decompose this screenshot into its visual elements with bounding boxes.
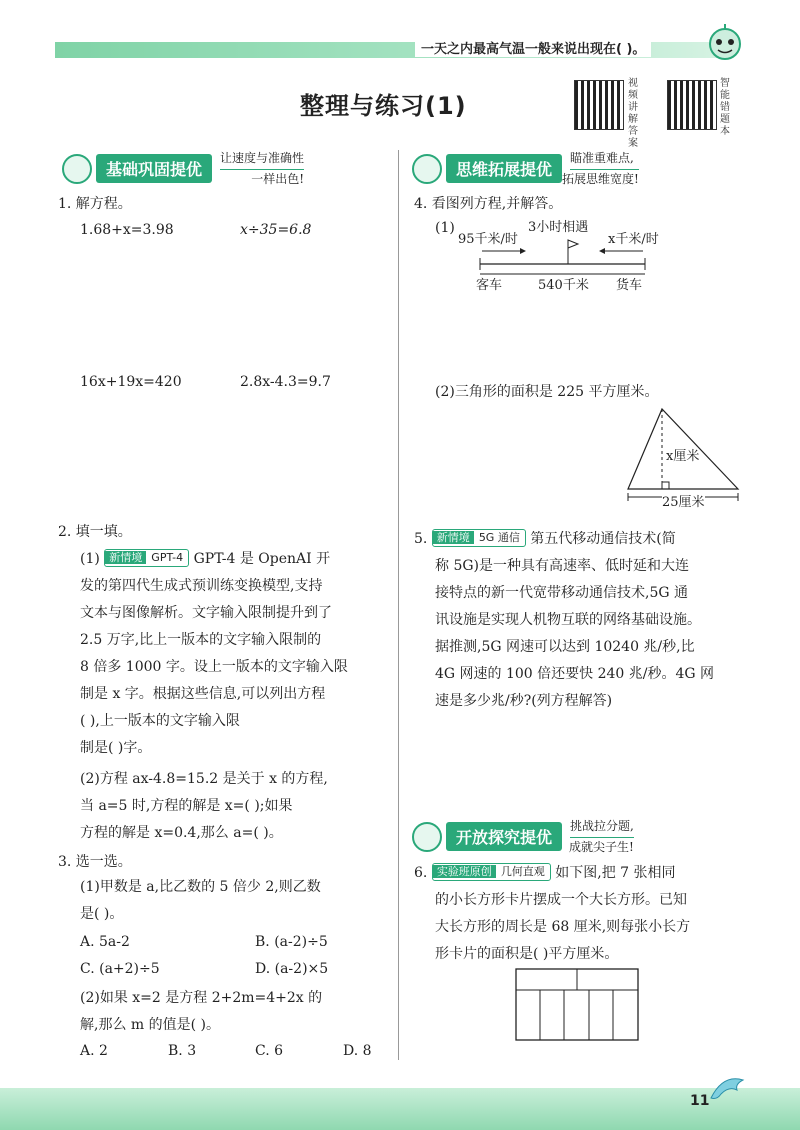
page-title: 整理与练习(1) xyxy=(300,92,467,120)
q3-option-a[interactable]: A. 5a-2 xyxy=(80,934,130,950)
q2-answer-blank[interactable]: 方程的解是 x=0.4,那么 a=( )。 xyxy=(80,825,283,841)
q5-number: 5. xyxy=(414,531,428,547)
q3-part2-option-c[interactable]: C. 6 xyxy=(255,1043,284,1059)
q4-car1: 客车 xyxy=(476,278,503,293)
q3-option-c[interactable]: C. (a+2)÷5 xyxy=(80,961,160,977)
column-divider xyxy=(398,150,399,1060)
q2-answer-blank[interactable]: 当 a=5 时,方程的解是 x=( );如果 xyxy=(80,798,293,814)
satellite-icon xyxy=(412,822,442,852)
q3-part2: (2)如果 x=2 是方程 2+2m=4+2x 的 xyxy=(80,990,323,1006)
q2-line: 发的第四代生成式预训练变换模型,支持 xyxy=(80,578,323,594)
q6-number: 6. xyxy=(414,865,428,881)
q4-distance: 540千米 xyxy=(538,278,589,293)
q5-line1 xyxy=(414,526,676,553)
tag-topic: GPT-4 xyxy=(151,551,184,564)
q2-line: 制是 x 字。根据这些信息,可以列出方程 xyxy=(80,686,326,702)
q3-part2-option-a[interactable]: A. 2 xyxy=(80,1043,108,1059)
rectangle-card-diagram xyxy=(515,968,640,1043)
q4-part2: (2)三角形的面积是 225 平方厘米。 xyxy=(435,384,659,400)
section-thinking-note-line2: 拓展思维宽度! xyxy=(562,172,639,186)
section-thinking-header xyxy=(412,150,639,187)
section-basic-note-line2: 一样出色! xyxy=(251,172,305,186)
mascot-icon xyxy=(700,22,750,68)
q5-line: 4G 网速的 100 倍还要快 240 兆/秒。4G 网 xyxy=(435,666,715,682)
q6-line: 大长方形的周长是 68 厘米,则每张小长方 xyxy=(435,919,691,935)
q6-line1 xyxy=(414,860,676,887)
q1-equation-4: 2.8x-4.3=9.7 xyxy=(240,374,331,390)
q5-line: 据推测,5G 网速可以达到 10240 兆/秒,比 xyxy=(435,639,695,655)
q2-context-tag xyxy=(104,549,189,567)
q4-meet-label: 3小时相遇 xyxy=(528,220,589,235)
section-open-label: 开放探究提优 xyxy=(446,822,562,851)
section-open-note xyxy=(562,818,634,855)
q5-context-tag xyxy=(432,529,526,547)
q6-context-tag xyxy=(432,863,551,881)
tag-new-context: 新情境 xyxy=(433,531,474,544)
section-thinking-note xyxy=(562,150,639,187)
q3-option-d[interactable]: D. (a-2)×5 xyxy=(255,961,329,977)
q1-equation-3: 16x+19x=420 xyxy=(80,374,182,390)
atom-icon xyxy=(62,154,92,184)
section-basic-label: 基础巩固提优 xyxy=(96,154,212,183)
section-basic-note-line1: 让速度与准确性 xyxy=(220,150,304,170)
q4-car2: 货车 xyxy=(616,278,643,293)
section-basic-header xyxy=(62,150,304,187)
q2-line: 8 倍多 1000 字。设上一版本的文字输入限 xyxy=(80,659,348,675)
dolphin-icon xyxy=(705,1068,749,1112)
section-thinking-note-line1: 瞄准重难点, xyxy=(570,150,639,170)
q3-part1-blank[interactable]: 是( )。 xyxy=(80,906,124,922)
q4-speed2: x千米/时 xyxy=(608,232,659,247)
q5-line: 接特点的新一代宽带移动通信技术,5G 通 xyxy=(435,585,688,601)
page-number: 11 xyxy=(690,1093,710,1109)
q2-answer-blank[interactable]: 制是( )字。 xyxy=(80,740,152,756)
header-tip: 一天之内最高气温一般来说出现在( )。 xyxy=(415,38,651,57)
q6-line: 的小长方形卡片摆成一个大长方形。已知 xyxy=(435,892,687,908)
q5-line: 速是多少兆/秒?(列方程解答) xyxy=(435,693,613,709)
q6-text: 如下图,把 7 张相同 xyxy=(555,865,676,881)
tag-topic: 5G 通信 xyxy=(478,531,520,544)
q4-height-label: x厘米 xyxy=(666,449,700,464)
q4-part1-number: (1) xyxy=(435,220,455,236)
q4-heading: 4. 看图列方程,并解答。 xyxy=(414,196,563,212)
q2-line: 文本与图像解析。文字输入限制提升到了 xyxy=(80,605,332,621)
q2-line: (2)方程 ax-4.8=15.2 是关于 x 的方程, xyxy=(80,771,328,787)
q5-text: 第五代移动通信技术(简 xyxy=(530,531,676,547)
section-open-header xyxy=(412,818,634,855)
q5-line: 讯设施是实现人机物互联的网络基础设施。 xyxy=(435,612,701,628)
qr-code-icon[interactable] xyxy=(574,80,624,130)
footer-band xyxy=(0,1088,800,1130)
q3-part1: (1)甲数是 a,比乙数的 5 倍少 2,则乙数 xyxy=(80,879,321,895)
section-basic-note xyxy=(212,150,304,187)
q3-part2-blank[interactable]: 解,那么 m 的值是( )。 xyxy=(80,1017,220,1033)
triangle-diagram xyxy=(620,405,745,510)
q5-line: 称 5G)是一种具有高速率、低时延和大连 xyxy=(435,558,690,574)
q3-part2-option-d[interactable]: D. 8 xyxy=(343,1043,372,1059)
q1-equation-2: x÷35=6.8 xyxy=(240,222,312,238)
q2-part1-number: (1) xyxy=(80,551,100,567)
section-open-note-line2: 成就尖子生! xyxy=(569,840,634,854)
qr-code-icon[interactable] xyxy=(667,80,717,130)
q3-heading: 3. 选一选。 xyxy=(58,854,132,870)
tag-original: 实验班原创 xyxy=(433,865,496,878)
section-thinking-label: 思维拓展提优 xyxy=(446,154,562,183)
qr-label-errorbook: 智能错题本 xyxy=(720,78,730,137)
q4-speed1: 95千米/时 xyxy=(458,232,518,247)
q2-heading: 2. 填一填。 xyxy=(58,524,132,540)
section-open-note-line1: 挑战拉分题, xyxy=(570,818,634,838)
q2-text: GPT-4 是 OpenAI 开 xyxy=(193,551,331,567)
q2-part1-line1 xyxy=(80,546,330,573)
q2-answer-blank[interactable]: ( ),上一版本的文字输入限 xyxy=(80,713,240,729)
q3-option-b[interactable]: B. (a-2)÷5 xyxy=(255,934,328,950)
q6-answer-blank[interactable]: 形卡片的面积是( )平方厘米。 xyxy=(435,946,619,962)
meeting-diagram xyxy=(440,216,680,296)
q1-equation-1: 1.68+x=3.98 xyxy=(80,222,174,238)
ufo-icon xyxy=(412,154,442,184)
q2-line: 2.5 万字,比上一版本的文字输入限制的 xyxy=(80,632,322,648)
q4-base-label: 25厘米 xyxy=(662,491,705,515)
q3-part2-option-b[interactable]: B. 3 xyxy=(168,1043,197,1059)
qr-label-video: 视频讲解答案 xyxy=(628,78,638,149)
q1-heading: 1. 解方程。 xyxy=(58,196,132,212)
tag-new-context: 新情境 xyxy=(105,551,146,564)
tag-topic: 几何直观 xyxy=(500,865,545,878)
